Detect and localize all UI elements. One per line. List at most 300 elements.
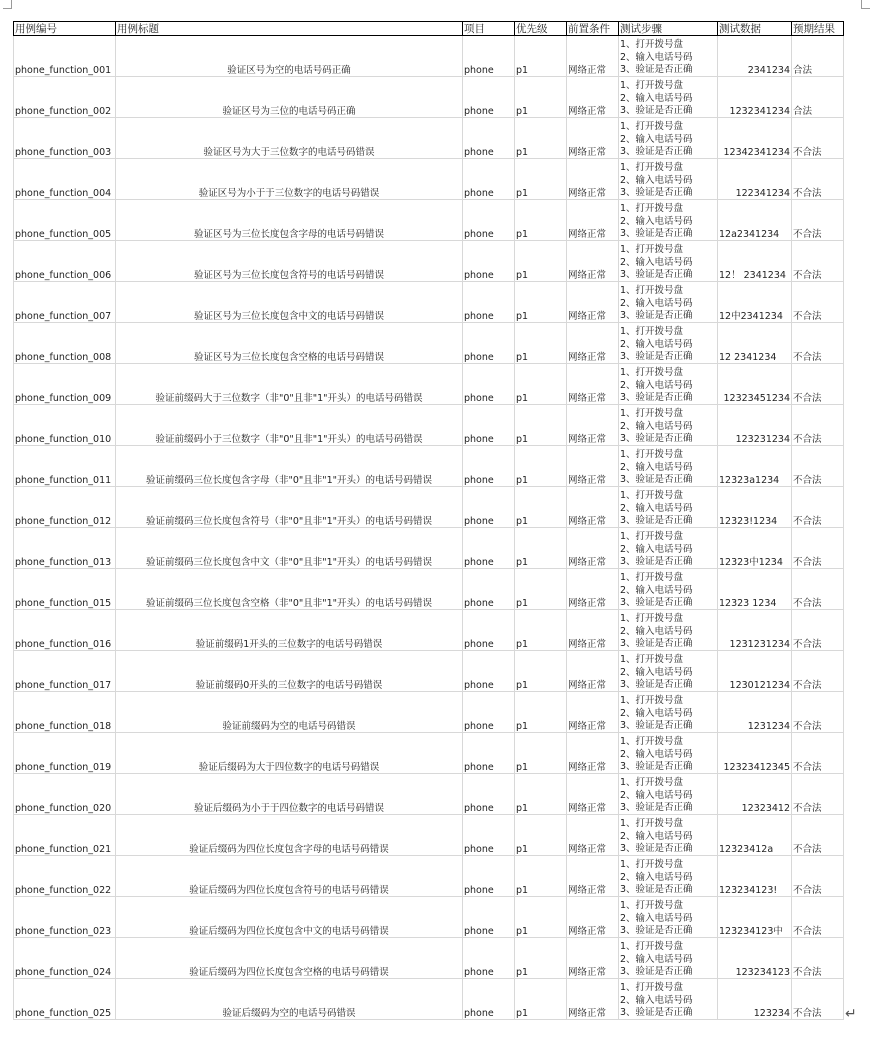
test-step-line: 1、打开拨号盘 [620, 326, 684, 338]
test-step-line: 1、打开拨号盘 [620, 572, 684, 584]
table-row [14, 323, 844, 364]
project-cell: phone [463, 405, 515, 446]
test-step-line: 3、验证是否正确 [620, 760, 693, 772]
case-id-cell: phone_function_009 [14, 364, 116, 405]
test-steps-cell [619, 118, 718, 159]
test-data-cell: 2341234 [718, 36, 792, 77]
test-data-cell: 1232341234 [718, 77, 792, 118]
test-step-line: 1、打开拨号盘 [620, 736, 684, 748]
priority-cell: p1 [515, 733, 567, 774]
test-steps-cell [619, 364, 718, 405]
case-title-cell: 验证后缀码为四位长度包含符号的电话号码错误 [116, 856, 463, 897]
case-id-cell: phone_function_012 [14, 487, 116, 528]
test-steps-cell [619, 200, 718, 241]
test-step-line: 1、打开拨号盘 [620, 203, 684, 215]
expected-result-cell: 不合法 [792, 487, 844, 528]
priority-cell: p1 [515, 774, 567, 815]
precondition-cell: 网络正常 [567, 487, 619, 528]
test-step-line: 2、输入电话号码 [620, 871, 693, 883]
test-data-cell: 123234123 [718, 938, 792, 979]
project-cell: phone [463, 815, 515, 856]
expected-result-cell: 不合法 [792, 446, 844, 487]
project-cell: phone [463, 200, 515, 241]
priority-cell: p1 [515, 528, 567, 569]
table-body [14, 36, 844, 1020]
precondition-cell: 网络正常 [567, 692, 619, 733]
test-step-line: 3、验证是否正确 [620, 596, 693, 608]
test-step-line: 2、输入电话号码 [620, 502, 693, 514]
table-row [14, 487, 844, 528]
test-data-cell: 12323!1234 [718, 487, 792, 528]
test-step-line: 1、打开拨号盘 [620, 818, 684, 830]
case-title-cell: 验证区号为三位的电话号码正确 [116, 77, 463, 118]
case-id-cell: phone_function_005 [14, 200, 116, 241]
test-step-line: 1、打开拨号盘 [620, 244, 684, 256]
test-data-cell: 12323412345 [718, 733, 792, 774]
test-data-cell: 1231231234 [718, 610, 792, 651]
precondition-cell: 网络正常 [567, 979, 619, 1020]
project-cell: phone [463, 323, 515, 364]
case-title-cell: 验证后缀码为四位长度包含空格的电话号码错误 [116, 938, 463, 979]
table-row [14, 569, 844, 610]
case-id-cell: phone_function_003 [14, 118, 116, 159]
table-row [14, 856, 844, 897]
table-row [14, 405, 844, 446]
test-data-cell: 12323a1234 [718, 446, 792, 487]
project-cell: phone [463, 282, 515, 323]
test-step-line: 1、打开拨号盘 [620, 162, 684, 174]
project-cell: phone [463, 569, 515, 610]
project-cell: phone [463, 159, 515, 200]
case-title-cell: 验证前缀码大于三位数字（非"0"且非"1"开头）的电话号码错误 [116, 364, 463, 405]
table-row [14, 446, 844, 487]
table-row [14, 36, 844, 77]
case-title-cell: 验证前缀码三位长度包含空格（非"0"且非"1"开头）的电话号码错误 [116, 569, 463, 610]
table-row [14, 815, 844, 856]
test-step-line: 2、输入电话号码 [620, 461, 693, 473]
priority-cell: p1 [515, 118, 567, 159]
test-step-line: 2、输入电话号码 [620, 912, 693, 924]
case-id-cell: phone_function_004 [14, 159, 116, 200]
expected-result-cell: 不合法 [792, 979, 844, 1020]
test-steps-cell [619, 774, 718, 815]
test-step-line: 2、输入电话号码 [620, 297, 693, 309]
test-step-line: 2、输入电话号码 [620, 953, 693, 965]
case-title-cell: 验证后缀码为小于于四位数字的电话号码错误 [116, 774, 463, 815]
case-title-cell: 验证区号为三位长度包含中文的电话号码错误 [116, 282, 463, 323]
test-step-line: 2、输入电话号码 [620, 830, 693, 842]
test-step-line: 3、验证是否正确 [620, 432, 693, 444]
test-step-line: 1、打开拨号盘 [620, 367, 684, 379]
priority-cell: p1 [515, 692, 567, 733]
precondition-cell: 网络正常 [567, 610, 619, 651]
expected-result-cell: 不合法 [792, 200, 844, 241]
priority-cell: p1 [515, 323, 567, 364]
priority-cell: p1 [515, 405, 567, 446]
precondition-cell: 网络正常 [567, 323, 619, 364]
case-id-cell: phone_function_002 [14, 77, 116, 118]
precondition-cell: 网络正常 [567, 77, 619, 118]
table-row [14, 282, 844, 323]
priority-cell: p1 [515, 897, 567, 938]
test-data-cell: 12a2341234 [718, 200, 792, 241]
priority-cell: p1 [515, 610, 567, 651]
test-steps-cell [619, 979, 718, 1020]
case-id-cell: phone_function_023 [14, 897, 116, 938]
test-step-line: 2、输入电话号码 [620, 748, 693, 760]
test-steps-cell [619, 651, 718, 692]
test-step-line: 2、输入电话号码 [620, 174, 693, 186]
test-steps-cell [619, 77, 718, 118]
test-step-line: 2、输入电话号码 [620, 994, 693, 1006]
expected-result-cell: 不合法 [792, 692, 844, 733]
priority-cell: p1 [515, 200, 567, 241]
case-title-cell: 验证后缀码为四位长度包含中文的电话号码错误 [116, 897, 463, 938]
case-title-cell: 验证前缀码小于三位数字（非"0"且非"1"开头）的电话号码错误 [116, 405, 463, 446]
case-id-cell: phone_function_024 [14, 938, 116, 979]
precondition-cell: 网络正常 [567, 815, 619, 856]
case-title-cell: 验证前缀码0开头的三位数字的电话号码错误 [116, 651, 463, 692]
priority-cell: p1 [515, 77, 567, 118]
test-steps-cell [619, 692, 718, 733]
priority-cell: p1 [515, 815, 567, 856]
test-step-line: 3、验证是否正确 [620, 104, 693, 116]
test-data-cell: 123234123! [718, 856, 792, 897]
test-steps-cell [619, 282, 718, 323]
case-id-cell: phone_function_022 [14, 856, 116, 897]
expected-result-cell: 不合法 [792, 569, 844, 610]
test-step-line: 2、输入电话号码 [620, 215, 693, 227]
project-cell: phone [463, 118, 515, 159]
table-row [14, 733, 844, 774]
project-cell: phone [463, 528, 515, 569]
priority-cell: p1 [515, 446, 567, 487]
test-data-cell: 1231234 [718, 692, 792, 733]
project-cell: phone [463, 897, 515, 938]
expected-result-cell: 不合法 [792, 118, 844, 159]
table-row [14, 610, 844, 651]
case-id-cell: phone_function_021 [14, 815, 116, 856]
precondition-cell: 网络正常 [567, 446, 619, 487]
test-steps-cell [619, 159, 718, 200]
test-step-line: 1、打开拨号盘 [620, 613, 684, 625]
test-steps-cell [619, 405, 718, 446]
case-title-cell: 验证区号为小于于三位数字的电话号码错误 [116, 159, 463, 200]
header-priority: 优先级 [515, 22, 567, 36]
test-data-cell: 1230121234 [718, 651, 792, 692]
priority-cell: p1 [515, 979, 567, 1020]
case-id-cell: phone_function_010 [14, 405, 116, 446]
test-data-cell: 123234123中 [718, 897, 792, 938]
test-step-line: 2、输入电话号码 [620, 133, 693, 145]
table-row [14, 77, 844, 118]
case-title-cell: 验证区号为三位长度包含符号的电话号码错误 [116, 241, 463, 282]
priority-cell: p1 [515, 856, 567, 897]
header-test-data: 测试数据 [718, 22, 792, 36]
test-step-line: 1、打开拨号盘 [620, 859, 684, 871]
test-step-line: 2、输入电话号码 [620, 256, 693, 268]
test-step-line: 3、验证是否正确 [620, 637, 693, 649]
test-step-line: 3、验证是否正确 [620, 350, 693, 362]
priority-cell: p1 [515, 569, 567, 610]
expected-result-cell: 不合法 [792, 815, 844, 856]
test-step-line: 2、输入电话号码 [620, 666, 693, 678]
precondition-cell: 网络正常 [567, 36, 619, 77]
expected-result-cell: 不合法 [792, 364, 844, 405]
table-row [14, 200, 844, 241]
priority-cell: p1 [515, 938, 567, 979]
test-steps-cell [619, 897, 718, 938]
test-step-line: 3、验证是否正确 [620, 965, 693, 977]
header-precondition: 前置条件 [567, 22, 619, 36]
priority-cell: p1 [515, 282, 567, 323]
case-id-cell: phone_function_020 [14, 774, 116, 815]
test-steps-cell [619, 569, 718, 610]
project-cell: phone [463, 651, 515, 692]
expected-result-cell: 不合法 [792, 774, 844, 815]
test-data-cell: 12323 1234 [718, 569, 792, 610]
case-id-cell: phone_function_025 [14, 979, 116, 1020]
case-id-cell: phone_function_019 [14, 733, 116, 774]
precondition-cell: 网络正常 [567, 856, 619, 897]
test-step-line: 2、输入电话号码 [620, 92, 693, 104]
project-cell: phone [463, 77, 515, 118]
precondition-cell: 网络正常 [567, 651, 619, 692]
test-step-line: 1、打开拨号盘 [620, 449, 684, 461]
test-step-line: 2、输入电话号码 [620, 379, 693, 391]
table-row [14, 241, 844, 282]
test-data-cell: 123234 [718, 979, 792, 1020]
precondition-cell: 网络正常 [567, 200, 619, 241]
test-steps-cell [619, 241, 718, 282]
test-data-cell: 12中2341234 [718, 282, 792, 323]
project-cell: phone [463, 774, 515, 815]
case-title-cell: 验证前缀码1开头的三位数字的电话号码错误 [116, 610, 463, 651]
test-step-line: 1、打开拨号盘 [620, 941, 684, 953]
case-id-cell: phone_function_007 [14, 282, 116, 323]
case-id-cell: phone_function_006 [14, 241, 116, 282]
test-step-line: 2、输入电话号码 [620, 51, 693, 63]
expected-result-cell: 不合法 [792, 610, 844, 651]
expected-result-cell: 不合法 [792, 733, 844, 774]
table-row [14, 118, 844, 159]
test-step-line: 1、打开拨号盘 [620, 408, 684, 420]
test-step-line: 3、验证是否正确 [620, 678, 693, 690]
expected-result-cell: 合法 [792, 36, 844, 77]
test-data-cell: 12323中1234 [718, 528, 792, 569]
expected-result-cell: 合法 [792, 77, 844, 118]
table-row [14, 692, 844, 733]
test-step-line: 3、验证是否正确 [620, 145, 693, 157]
test-data-cell: 12！ 2341234 [718, 241, 792, 282]
test-steps-cell [619, 856, 718, 897]
test-step-line: 1、打开拨号盘 [620, 982, 684, 994]
test-step-line: 1、打开拨号盘 [620, 900, 684, 912]
precondition-cell: 网络正常 [567, 405, 619, 446]
table-row [14, 364, 844, 405]
case-id-cell: phone_function_016 [14, 610, 116, 651]
priority-cell: p1 [515, 364, 567, 405]
test-step-line: 3、验证是否正确 [620, 268, 693, 280]
test-step-line: 1、打开拨号盘 [620, 654, 684, 666]
header-row [14, 22, 844, 36]
header-expected-result: 预期结果 [792, 22, 844, 36]
priority-cell: p1 [515, 241, 567, 282]
test-step-line: 3、验证是否正确 [620, 924, 693, 936]
case-id-cell: phone_function_008 [14, 323, 116, 364]
precondition-cell: 网络正常 [567, 897, 619, 938]
project-cell: phone [463, 446, 515, 487]
test-data-cell: 12323412 [718, 774, 792, 815]
table-row [14, 774, 844, 815]
test-case-table [13, 21, 844, 1020]
precondition-cell: 网络正常 [567, 528, 619, 569]
test-step-line: 1、打开拨号盘 [620, 695, 684, 707]
expected-result-cell: 不合法 [792, 651, 844, 692]
page-corner-mark-left [3, 0, 12, 9]
test-steps-cell [619, 36, 718, 77]
project-cell: phone [463, 692, 515, 733]
test-steps-cell [619, 446, 718, 487]
page-corner-mark-right [861, 0, 870, 9]
test-step-line: 2、输入电话号码 [620, 789, 693, 801]
test-step-line: 1、打开拨号盘 [620, 285, 684, 297]
case-id-cell: phone_function_015 [14, 569, 116, 610]
precondition-cell: 网络正常 [567, 159, 619, 200]
test-data-cell: 12323451234 [718, 364, 792, 405]
test-step-line: 1、打开拨号盘 [620, 121, 684, 133]
test-step-line: 2、输入电话号码 [620, 338, 693, 350]
expected-result-cell: 不合法 [792, 323, 844, 364]
table-row [14, 651, 844, 692]
expected-result-cell: 不合法 [792, 405, 844, 446]
test-step-line: 1、打开拨号盘 [620, 777, 684, 789]
test-step-line: 3、验证是否正确 [620, 1006, 693, 1018]
precondition-cell: 网络正常 [567, 364, 619, 405]
test-step-line: 1、打开拨号盘 [620, 80, 684, 92]
test-steps-cell [619, 610, 718, 651]
case-title-cell: 验证前缀码三位长度包含符号（非"0"且非"1"开头）的电话号码错误 [116, 487, 463, 528]
priority-cell: p1 [515, 36, 567, 77]
precondition-cell: 网络正常 [567, 118, 619, 159]
test-data-cell: 12342341234 [718, 118, 792, 159]
test-steps-cell [619, 487, 718, 528]
table-row [14, 159, 844, 200]
test-step-line: 3、验证是否正确 [620, 801, 693, 813]
test-step-line: 2、输入电话号码 [620, 625, 693, 637]
test-data-cell: 123231234 [718, 405, 792, 446]
case-title-cell: 验证后缀码为四位长度包含字母的电话号码错误 [116, 815, 463, 856]
project-cell: phone [463, 856, 515, 897]
expected-result-cell: 不合法 [792, 528, 844, 569]
test-step-line: 2、输入电话号码 [620, 543, 693, 555]
table-row [14, 979, 844, 1020]
case-title-cell: 验证后缀码为大于四位数字的电话号码错误 [116, 733, 463, 774]
table-row [14, 897, 844, 938]
case-title-cell: 验证前缀码三位长度包含字母（非"0"且非"1"开头）的电话号码错误 [116, 446, 463, 487]
case-title-cell: 验证区号为三位长度包含字母的电话号码错误 [116, 200, 463, 241]
precondition-cell: 网络正常 [567, 241, 619, 282]
table-row [14, 938, 844, 979]
case-title-cell: 验证区号为三位长度包含空格的电话号码错误 [116, 323, 463, 364]
test-step-line: 3、验证是否正确 [620, 514, 693, 526]
priority-cell: p1 [515, 651, 567, 692]
test-step-line: 3、验证是否正确 [620, 473, 693, 485]
test-step-line: 3、验证是否正确 [620, 883, 693, 895]
test-step-line: 1、打开拨号盘 [620, 39, 684, 51]
case-id-cell: phone_function_013 [14, 528, 116, 569]
case-title-cell: 验证区号为大于三位数字的电话号码错误 [116, 118, 463, 159]
case-title-cell: 验证后缀码为空的电话号码错误 [116, 979, 463, 1020]
table-row [14, 528, 844, 569]
test-data-cell: 12323412a [718, 815, 792, 856]
test-step-line: 3、验证是否正确 [620, 186, 693, 198]
expected-result-cell: 不合法 [792, 282, 844, 323]
case-id-cell: phone_function_011 [14, 446, 116, 487]
test-steps-cell [619, 938, 718, 979]
precondition-cell: 网络正常 [567, 282, 619, 323]
case-title-cell: 验证区号为空的电话号码正确 [116, 36, 463, 77]
precondition-cell: 网络正常 [567, 569, 619, 610]
project-cell: phone [463, 979, 515, 1020]
project-cell: phone [463, 36, 515, 77]
test-steps-cell [619, 528, 718, 569]
case-id-cell: phone_function_001 [14, 36, 116, 77]
expected-result-cell: 不合法 [792, 856, 844, 897]
test-step-line: 3、验证是否正确 [620, 842, 693, 854]
expected-result-cell: 不合法 [792, 241, 844, 282]
paragraph-return-mark: ↵ [845, 1006, 857, 1022]
test-step-line: 1、打开拨号盘 [620, 531, 684, 543]
test-data-cell: 12 2341234 [718, 323, 792, 364]
test-step-line: 3、验证是否正确 [620, 309, 693, 321]
test-step-line: 3、验证是否正确 [620, 391, 693, 403]
test-step-line: 3、验证是否正确 [620, 555, 693, 567]
case-id-cell: phone_function_017 [14, 651, 116, 692]
project-cell: phone [463, 364, 515, 405]
test-steps-cell [619, 733, 718, 774]
priority-cell: p1 [515, 487, 567, 528]
header-project: 项目 [463, 22, 515, 36]
test-step-line: 3、验证是否正确 [620, 719, 693, 731]
test-step-line: 3、验证是否正确 [620, 63, 693, 75]
project-cell: phone [463, 241, 515, 282]
case-id-cell: phone_function_018 [14, 692, 116, 733]
test-steps-cell [619, 323, 718, 364]
expected-result-cell: 不合法 [792, 897, 844, 938]
precondition-cell: 网络正常 [567, 774, 619, 815]
test-step-line: 3、验证是否正确 [620, 227, 693, 239]
priority-cell: p1 [515, 159, 567, 200]
test-step-line: 1、打开拨号盘 [620, 490, 684, 502]
case-title-cell: 验证前缀码为空的电话号码错误 [116, 692, 463, 733]
expected-result-cell: 不合法 [792, 159, 844, 200]
test-step-line: 2、输入电话号码 [620, 584, 693, 596]
case-title-cell: 验证前缀码三位长度包含中文（非"0"且非"1"开头）的电话号码错误 [116, 528, 463, 569]
header-test-steps: 测试步骤 [619, 22, 718, 36]
test-steps-cell [619, 815, 718, 856]
project-cell: phone [463, 733, 515, 774]
test-step-line: 2、输入电话号码 [620, 707, 693, 719]
expected-result-cell: 不合法 [792, 938, 844, 979]
project-cell: phone [463, 487, 515, 528]
header-case-id: 用例编号 [14, 22, 116, 36]
precondition-cell: 网络正常 [567, 733, 619, 774]
test-step-line: 2、输入电话号码 [620, 420, 693, 432]
precondition-cell: 网络正常 [567, 938, 619, 979]
project-cell: phone [463, 610, 515, 651]
test-data-cell: 122341234 [718, 159, 792, 200]
